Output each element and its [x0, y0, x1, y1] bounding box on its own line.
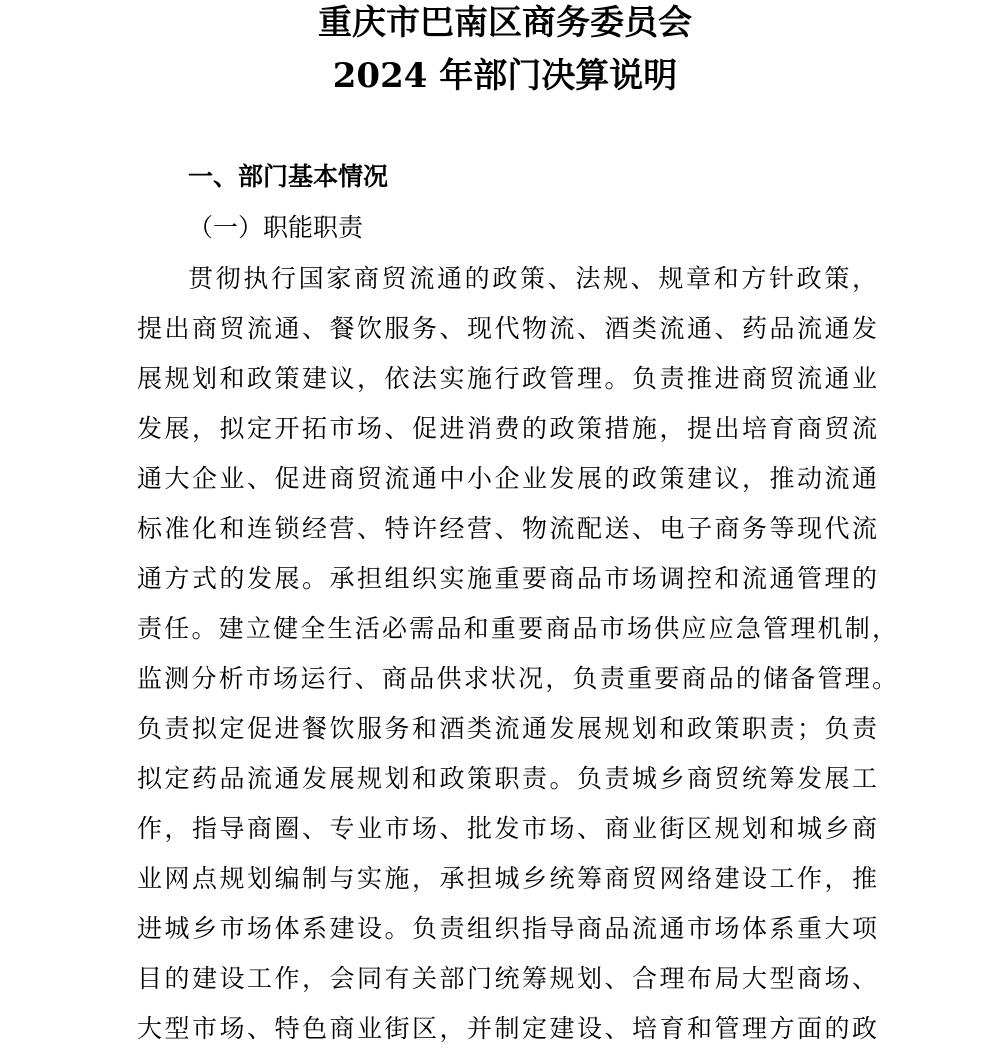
body-line: 业网点规划编制与实施，承担城乡统筹商贸网络建设工作，推 [137, 864, 877, 893]
body-line: 发展，拟定开拓市场、促进消费的政策措施，提出培育商贸流 [137, 414, 877, 443]
body-line: 标准化和连锁经营、特许经营、物流配送、电子商务等现代流 [137, 514, 877, 543]
document-title: 重庆市巴南区商务委员会 [318, 3, 692, 43]
body-line: 提出商贸流通、餐饮服务、现代物流、酒类流通、药品流通发 [137, 314, 877, 343]
body-line: 通方式的发展。承担组织实施重要商品市场调控和流通管理的 [137, 564, 877, 593]
body-line: 进城乡市场体系建设。负责组织指导商品流通市场体系重大项 [137, 914, 877, 943]
body-line: 负责拟定促进餐饮服务和酒类流通发展规划和政策职责；负责 [137, 714, 877, 743]
section-heading: 一、部门基本情况 [188, 162, 389, 191]
subsection-heading: （一）职能职责 [188, 213, 364, 242]
body-line: 作，指导商圈、专业市场、批发市场、商业街区规划和城乡商 [137, 814, 877, 843]
body-line: 目的建设工作，会同有关部门统筹规划、合理布局大型商场、 [137, 964, 877, 993]
body-line: 拟定药品流通发展规划和政策职责。负责城乡商贸统筹发展工 [137, 764, 877, 793]
body-line: 贯彻执行国家商贸流通的政策、法规、规章和方针政策， [188, 264, 877, 293]
body-line: 通大企业、促进商贸流通中小企业发展的政策建议，推动流通 [137, 464, 877, 493]
body-line: 责任。建立健全生活必需品和重要商品市场供应应急管理机制， [137, 614, 897, 643]
body-line: 展规划和政策建议，依法实施行政管理。负责推进商贸流通业 [137, 364, 877, 393]
document-subtitle: 2024 年部门决算说明 [332, 56, 678, 96]
body-line: 监测分析市场运行、商品供求状况，负责重要商品的储备管理。 [137, 664, 897, 693]
body-line: 大型市场、特色商业街区，并制定建设、培育和管理方面的政 [137, 1014, 877, 1043]
